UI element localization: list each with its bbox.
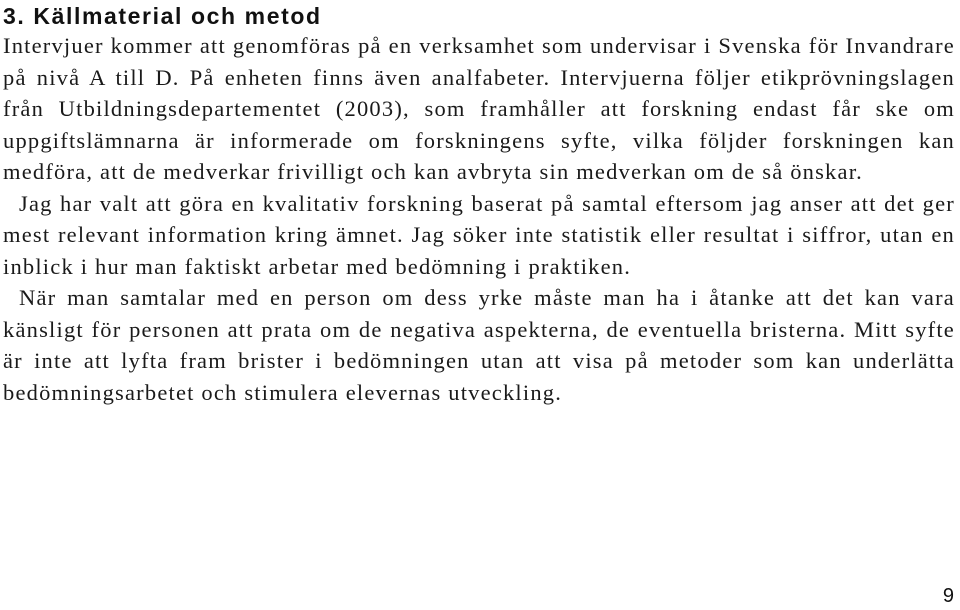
- paragraph-sensitivity: När man samtalar med en person om dess yrke måste man ha i åtanke att det kan vara känsligt för personen att prata om de negativa aspekterna, de eventuella bristerna. Mitt syfte är inte att lyfta fram brister i bedömningen utan att visa på metoder som kan underlätta bedömningsarbetet och stimulera elevernas utveckling.: [3, 285, 955, 405]
- paragraph-method-intro: Intervjuer kommer att genomföras på en verksamhet som undervisar i Svenska för Invandrare på nivå A till D. På enheten finns även analfabeter. Intervjuerna följer etikprövningslagen från Utbildningsdepartementet (2003), som framhåller att forskning endast får ske om uppgiftslämnarna är informerade om forskningens syfte, vilka följder forskningen kan medföra, att de medverkar frivilligt och kan avbryta sin medverkan om de så önskar.: [3, 33, 955, 184]
- section-heading: 3. Källmaterial och metod: [3, 3, 322, 29]
- document-page: [3, 0, 955, 408]
- section-body: [3, 30, 955, 408]
- paragraph-qualitative-choice: Jag har valt att göra en kvalitativ forskning baserat på samtal eftersom jag anser att det ger mest relevant information kring ämnet. Jag söker inte statistik eller resultat i siffror, utan en inblick i hur man faktiskt arbetar med bedömning i praktiken.: [3, 190, 955, 279]
- page-number: 9: [942, 585, 954, 607]
